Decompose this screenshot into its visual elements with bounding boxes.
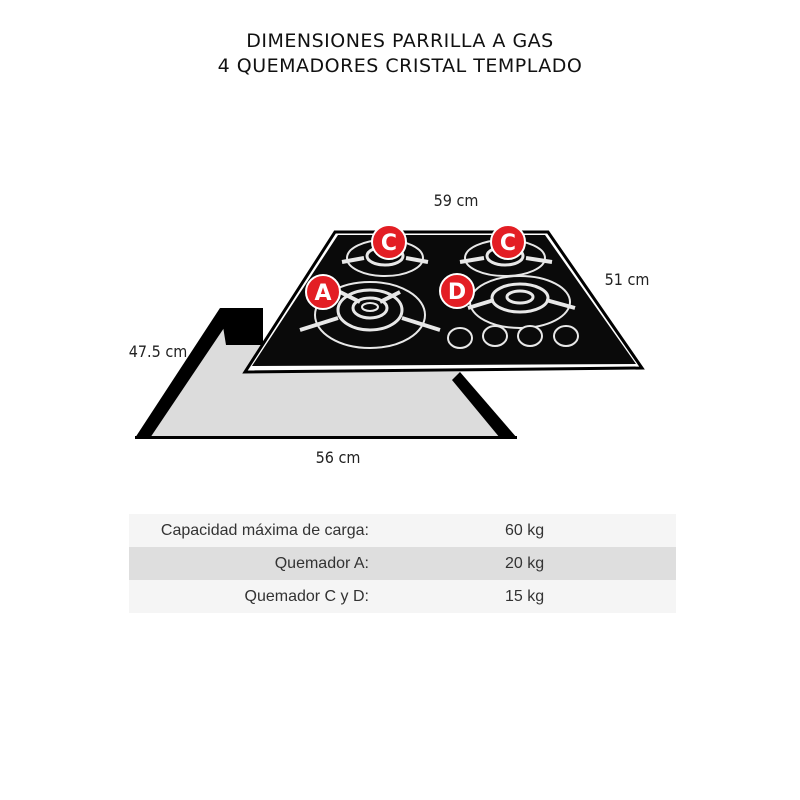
specs-table	[129, 514, 676, 613]
table-row	[129, 547, 676, 580]
table-row	[129, 580, 676, 613]
spec-value: 60 kg	[369, 514, 676, 547]
spec-label: Capacidad máxima de carga:	[129, 514, 369, 547]
title-line-1: DIMENSIONES PARRILLA A GAS	[246, 30, 554, 52]
badge-c-left	[372, 225, 406, 259]
title-line-2: 4 QUEMADORES CRISTAL TEMPLADO	[217, 55, 583, 77]
dim-width-top: 59 cm	[433, 191, 479, 210]
knob-1	[448, 328, 472, 348]
svg-text:C: C	[380, 231, 398, 256]
spec-value: 20 kg	[369, 547, 676, 580]
dim-depth-cutout: 47.5 cm	[128, 342, 188, 361]
svg-text:C: C	[499, 231, 517, 256]
table-row	[129, 514, 676, 547]
badge-d	[440, 274, 474, 308]
badge-a	[306, 275, 340, 309]
spec-value: 15 kg	[369, 580, 676, 613]
knob-4	[554, 326, 578, 346]
svg-text:A: A	[314, 281, 332, 306]
dim-depth-right: 51 cm	[604, 270, 650, 289]
spec-label: Quemador A:	[129, 547, 369, 580]
knob-2	[483, 326, 507, 346]
svg-text:D: D	[447, 280, 467, 305]
dim-width-cutout: 56 cm	[315, 448, 361, 467]
badge-c-right	[491, 225, 525, 259]
spec-label: Quemador C y D:	[129, 580, 369, 613]
knob-3	[518, 326, 542, 346]
